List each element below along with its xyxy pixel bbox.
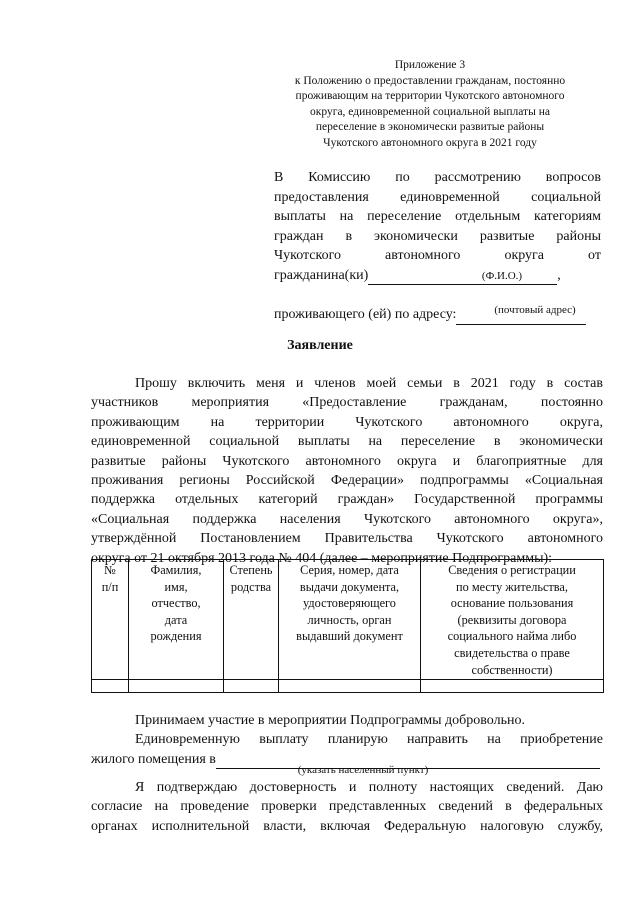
document-title: Заявление xyxy=(287,338,353,353)
payment-line: Единовременную выплату планирую направить на приобретение xyxy=(135,732,603,748)
payment-line-prefix: жилого помещения в xyxy=(91,751,216,767)
addressee-line: граждан в экономически развитые районы xyxy=(274,228,601,244)
citizen-label: гражданина(ки) xyxy=(274,267,369,283)
appendix-line: переселение в экономически развитые районы xyxy=(315,121,545,133)
paragraph-line: органах исполнительной власти, включая Федеральную налоговую службу, xyxy=(91,818,603,834)
appendix-header xyxy=(270,58,590,151)
paragraph-line: проживающим на территории Чукотского автономного округа, xyxy=(91,414,603,430)
addressee-line: выплаты на переселение отдельным категориям xyxy=(274,209,601,224)
paragraph-line: утверждённой Постановлением Правительства Чукотского автономного xyxy=(91,531,603,547)
header-kinship: Степень родства xyxy=(224,560,279,680)
table-cell[interactable] xyxy=(421,680,604,693)
appendix-line: округа, единовременной социальной выплаты на xyxy=(310,105,550,118)
paragraph-line: единовременной социальной выплаты на переселение в экономически xyxy=(91,434,603,450)
address-label: проживающего (ей) по адресу: xyxy=(274,307,457,322)
header-id-document: Серия, номер, дата выдачи документа, удостоверяющего личность, орган выдавший документ xyxy=(279,560,421,680)
paragraph-line: Я подтверждаю достоверность и полноту настоящих сведений. Даю xyxy=(135,780,603,795)
appendix-line: Приложение 3 xyxy=(394,59,466,71)
header-registration: Сведения о регистрации по месту жительства, основание пользования (реквизиты договора социального найма либо свидетельства о праве собственности) xyxy=(421,560,604,680)
appendix-line: Чукотского автономного округа в 2021 году xyxy=(323,136,537,149)
paragraph-line: поддержка отдельных категорий граждан» Государственной программы xyxy=(91,492,603,508)
appendix-line: к Положению о предоставлении гражданам, постоянно xyxy=(294,74,566,87)
table-cell[interactable] xyxy=(92,680,129,693)
paragraph-line: округа от 21 октября 2013 года № 404 (далее – мероприятие Подпрограммы): xyxy=(91,550,553,566)
paragraph-line: Прошу включить меня и членов моей семьи в 2021 году в состав xyxy=(135,376,603,391)
table-row xyxy=(92,680,604,693)
table-header-row xyxy=(92,560,604,680)
addressee-line: предоставления единовременной социальной xyxy=(274,189,601,205)
participation-paragraph xyxy=(91,711,603,769)
citizen-suffix: , xyxy=(557,267,561,283)
participation-line: Принимаем участие в мероприятии Подпрограммы добровольно. xyxy=(135,713,525,728)
header-number: № п/п xyxy=(92,560,129,680)
settlement-caption: (указать населенный пункт) xyxy=(297,764,429,776)
paragraph-line: согласие на проведение проверки представленных сведений в федеральных xyxy=(91,799,603,815)
address-caption: (почтовый адрес) xyxy=(494,304,576,316)
paragraph-line: участников мероприятия «Предоставление гражданам, постоянно xyxy=(91,395,603,411)
addressee-block xyxy=(274,168,601,325)
appendix-line: проживающим на территории Чукотского автономного xyxy=(295,90,565,102)
paragraph-line: проживания регионы Российской Федерации» подпрограммы «Социальная xyxy=(91,472,603,488)
paragraph-line: «Социальная поддержка населения Чукотского автономного округа», xyxy=(91,511,603,527)
confirm-paragraph xyxy=(91,778,603,836)
paragraph-line: развитые районы Чукотского автономного округа и благоприятные для xyxy=(91,453,603,469)
table-cell[interactable] xyxy=(129,680,224,693)
table-cell[interactable] xyxy=(279,680,421,693)
request-paragraph xyxy=(91,374,603,568)
header-full-name: Фамилия, имя, отчество, дата рождения xyxy=(129,560,224,680)
addressee-line: Чукотского автономного округа от xyxy=(274,248,601,263)
addressee-line: В Комиссию по рассмотрению вопросов xyxy=(274,170,601,185)
fio-caption: (Ф.И.О.) xyxy=(481,270,523,282)
table-cell[interactable] xyxy=(224,680,279,693)
family-members-table xyxy=(91,559,604,693)
